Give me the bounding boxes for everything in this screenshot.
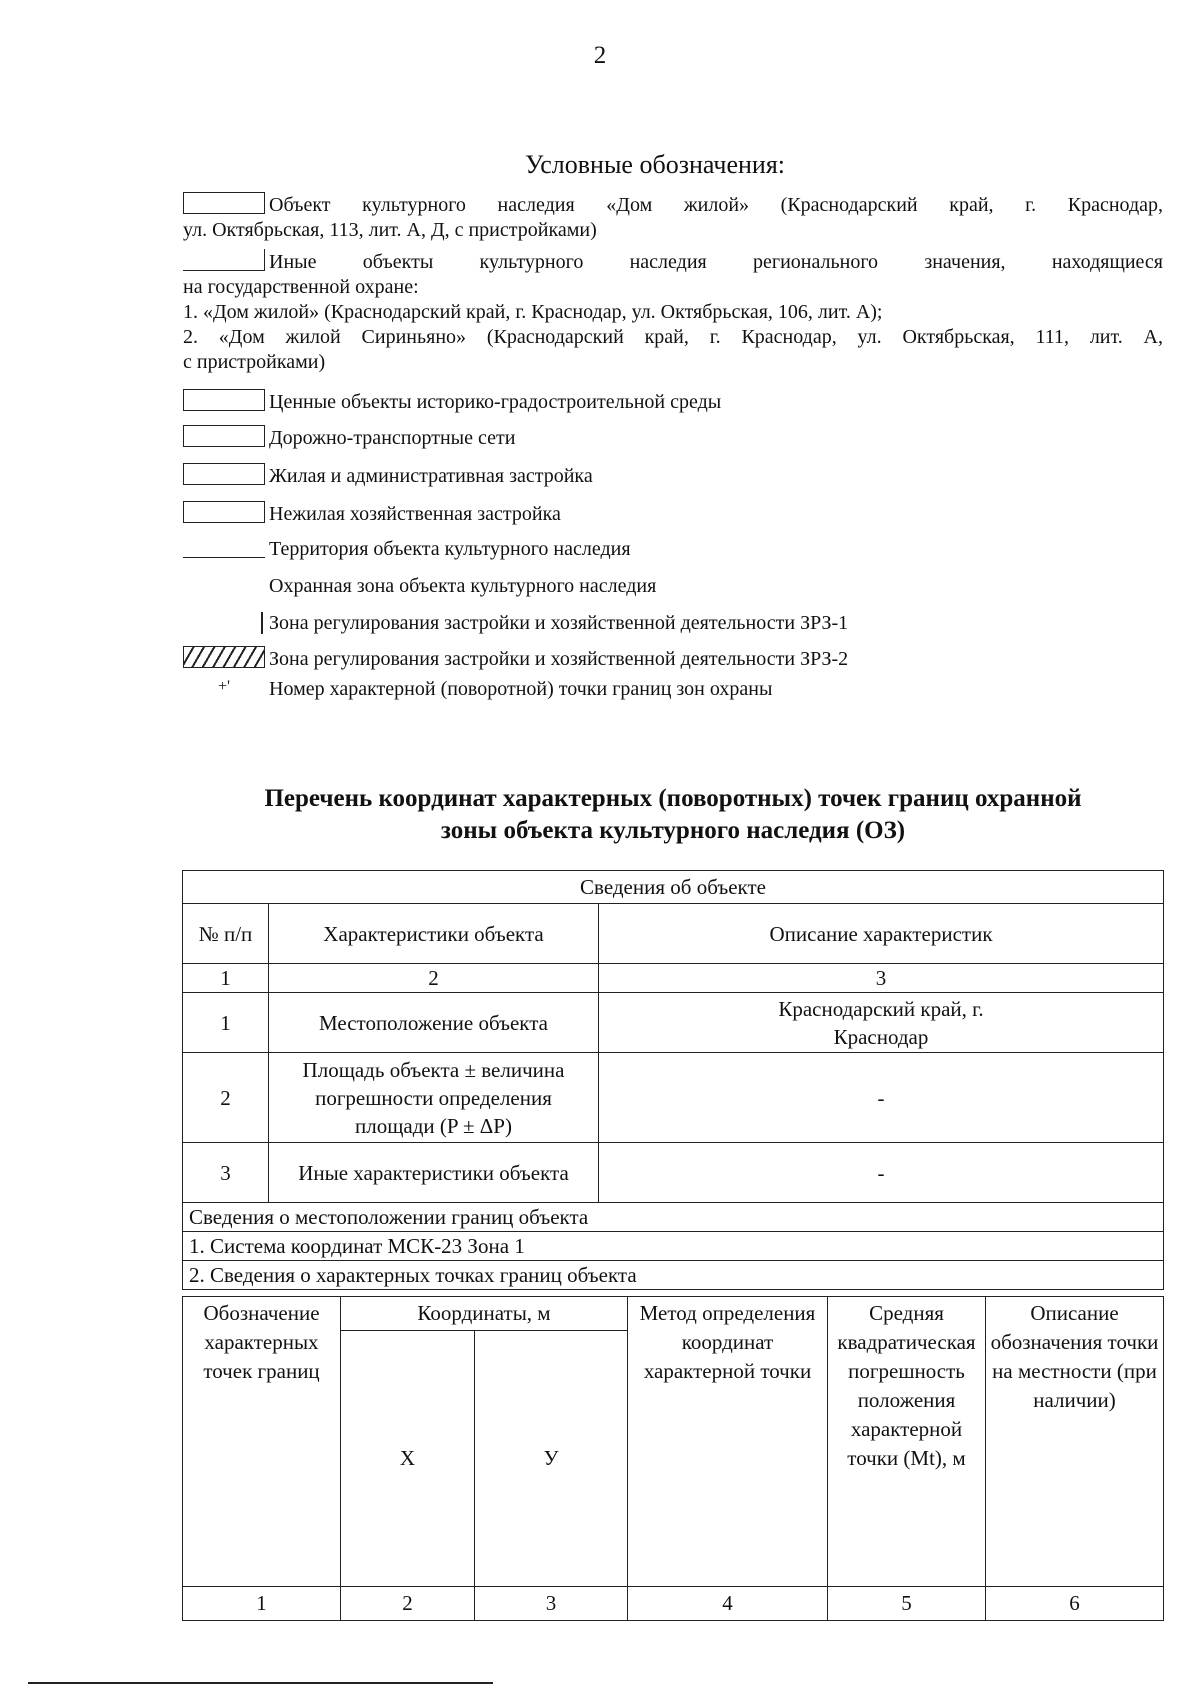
legend-item-heritage-address: ул. Октябрьская, 113, лит. А, Д, с пристройками) — [183, 219, 597, 241]
col-description: Описание обозначения точки на местности (при наличии) — [986, 1297, 1164, 1587]
coords-header: Координаты, м — [341, 1297, 628, 1331]
table-row: 1 2 3 4 5 6 — [183, 1587, 1164, 1621]
table-row — [183, 1297, 1164, 1331]
legend-item-road-networks: Дорожно-транспортные сети — [183, 425, 1163, 451]
other-heritage-symbol — [183, 249, 265, 271]
page-number: 2 — [593, 42, 607, 69]
col-char-header: Характеристики объекта — [269, 904, 599, 964]
col-y: У — [475, 1331, 628, 1587]
table-row: 3 Иные характеристики объекта - — [183, 1143, 1164, 1203]
coord-system: 1. Система координат МСК-23 Зона 1 — [183, 1232, 1164, 1261]
table-row — [183, 1203, 1164, 1232]
points-table — [182, 1296, 1164, 1621]
col-designation: Обозначение характерных точек границ — [183, 1297, 341, 1587]
residential-symbol — [183, 463, 265, 485]
zrz2-hatch-symbol — [183, 646, 265, 668]
legend-item-territory: Территория объекта культурного наследия — [183, 537, 1163, 562]
table-header: Сведения об объекте — [183, 871, 1164, 904]
zrz1-symbol — [183, 612, 265, 632]
legend — [183, 192, 1163, 702]
legend-item-other-heritage-cont: на государственной охране: — [183, 276, 419, 298]
col-method: Метод определения координат характерной точки — [628, 1297, 828, 1587]
territory-symbol — [183, 538, 265, 558]
table-row — [183, 1232, 1164, 1261]
legend-item-zrz2: Зона регулирования застройки и хозяйственной деятельности ЗРЗ-2 — [183, 646, 1163, 672]
location-header: Сведения о местоположении границ объекта — [183, 1203, 1164, 1232]
table-row — [183, 1261, 1164, 1290]
col-desc-header: Описание характеристик — [599, 904, 1164, 964]
col-x: X — [341, 1331, 475, 1587]
footer-rule — [28, 1682, 493, 1684]
table-row: 1 2 3 — [183, 964, 1164, 993]
road-networks-symbol — [183, 425, 265, 447]
legend-item-heritage-object: Объект культурного наследия «Дом жилой» (Краснодарский край, г. Краснодар, — [183, 192, 1163, 218]
legend-subitem-2: 2. «Дом жилой Сириньяно» (Краснодарский край, г. Краснодар, ул. Октябрьская, 111, лит. А, — [183, 326, 1163, 348]
legend-item-protection-zone: Охранная зона объекта культурного наследия — [269, 575, 657, 597]
table-row — [183, 904, 1164, 964]
point-marker-icon: +' — [218, 678, 230, 695]
legend-title: Условные обозначения: — [524, 150, 786, 179]
table-row — [183, 871, 1164, 904]
section-title: Перечень координат характерных (поворотных) точек границ охранной зоны объекта культурного наследия (ОЗ) — [264, 785, 1082, 844]
legend-subitem-1: 1. «Дом жилой» (Краснодарский край, г. Краснодар, ул. Октябрьская, 106, лит. А); — [183, 301, 883, 323]
col-error: Средняя квадратическая погрешность положения характерной точки (Mt), м — [828, 1297, 986, 1587]
heritage-object-symbol — [183, 192, 265, 214]
object-info-table — [182, 870, 1164, 1290]
legend-item-zrz1: Зона регулирования застройки и хозяйственной деятельности ЗРЗ-1 — [183, 611, 1163, 636]
legend-item-nonresidential: Нежилая хозяйственная застройка — [183, 501, 1163, 527]
table-row: 2 Площадь объекта ± величина погрешности определения площади (P ± ΔP) - — [183, 1053, 1164, 1143]
col-no-header: № п/п — [183, 904, 269, 964]
legend-item-residential: Жилая и административная застройка — [183, 463, 1163, 489]
legend-item-valuable-objects: Ценные объекты историко-градостроительной среды — [183, 389, 1163, 415]
nonresidential-symbol — [183, 501, 265, 523]
legend-item-other-heritage: Иные объекты культурного наследия регионального значения, находящиеся — [183, 249, 1163, 275]
table-row: 1 Местоположение объекта Краснодарский край, г. Краснодар — [183, 993, 1164, 1053]
valuable-objects-symbol — [183, 389, 265, 411]
points-header: 2. Сведения о характерных точках границ объекта — [183, 1261, 1164, 1290]
legend-item-point-number: +' Номер характерной (поворотной) точки границ зон охраны — [183, 674, 1163, 702]
legend-subitem-2-cont: с пристройками) — [183, 351, 326, 373]
